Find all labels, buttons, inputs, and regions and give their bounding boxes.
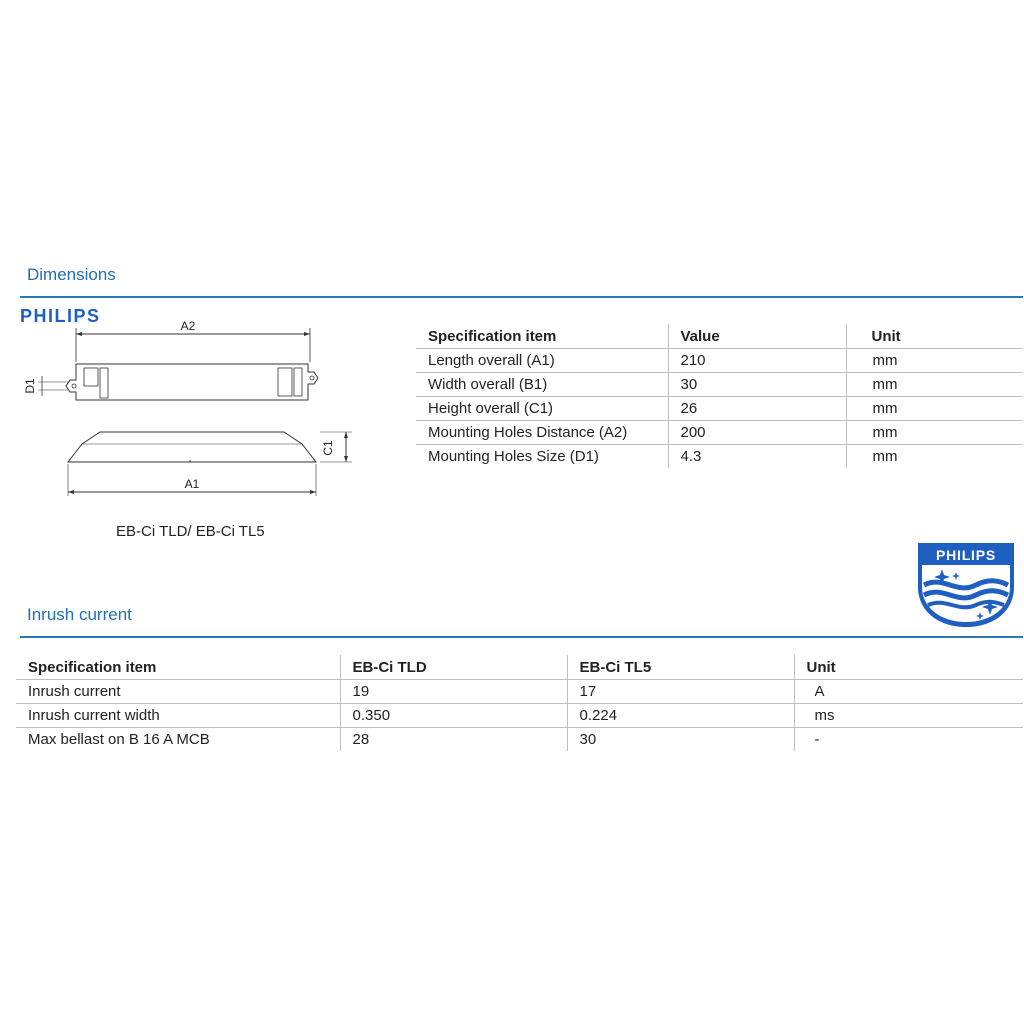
cell-value: 4.3 [668,445,846,469]
cell-tl5: 0.224 [567,704,794,728]
cell-spec: Length overall (A1) [416,349,668,373]
cell-unit: mm [846,373,1023,397]
cell-unit: mm [846,397,1023,421]
cell-unit: - [794,728,1023,752]
cell-unit: mm [846,349,1023,373]
cell-tld: 19 [340,680,567,704]
header-value: Value [668,324,846,349]
label-a1: A1 [184,477,200,491]
cell-spec: Inrush current [16,680,340,704]
product-caption: EB-Ci TLD/ EB-Ci TL5 [116,523,265,540]
cell-spec: Max bellast on B 16 A MCB [16,728,340,752]
label-a2: A2 [180,319,196,333]
dimensions-table [416,324,1023,468]
header-spec-item: Specification item [16,655,340,680]
header-eb-ci-tld: EB-Ci TLD [340,655,567,680]
table-row [416,445,1023,469]
table-row [416,349,1023,373]
cell-spec: Width overall (B1) [416,373,668,397]
table-row [416,421,1023,445]
cell-value: 30 [668,373,846,397]
cell-unit: ms [794,704,1023,728]
table-row [416,397,1023,421]
header-eb-ci-tl5: EB-Ci TL5 [567,655,794,680]
ballast-dimension-drawing [20,312,360,502]
cell-unit: mm [846,445,1023,469]
table-row [16,728,1023,752]
cell-tld: 28 [340,728,567,752]
cell-spec: Mounting Holes Size (D1) [416,445,668,469]
cell-unit: mm [846,421,1023,445]
header-unit: Unit [794,655,1023,680]
cell-value: 210 [668,349,846,373]
table-header-row [16,655,1023,680]
label-d1: D1 [23,378,37,394]
cell-spec: Mounting Holes Distance (A2) [416,421,668,445]
cell-tl5: 30 [567,728,794,752]
label-c1: C1 [321,440,335,456]
philips-brand-text: PHILIPS [20,306,101,326]
header-spec-item: Specification item [416,324,668,349]
dimensions-title: Dimensions [27,265,116,284]
inrush-divider [20,636,1023,638]
table-header-row [416,324,1023,349]
header-unit: Unit [846,324,1023,349]
inrush-table [16,655,1023,751]
table-row [416,373,1023,397]
cell-tld: 0.350 [340,704,567,728]
dimensions-divider [20,296,1023,298]
cell-unit: A [794,680,1023,704]
cell-value: 26 [668,397,846,421]
logo-wordmark: PHILIPS [935,547,997,563]
table-row [16,680,1023,704]
inrush-title: Inrush current [27,605,132,624]
table-row [16,704,1023,728]
cell-spec: Height overall (C1) [416,397,668,421]
philips-shield-logo [916,541,1016,629]
cell-tl5: 17 [567,680,794,704]
cell-spec: Inrush current width [16,704,340,728]
cell-value: 200 [668,421,846,445]
